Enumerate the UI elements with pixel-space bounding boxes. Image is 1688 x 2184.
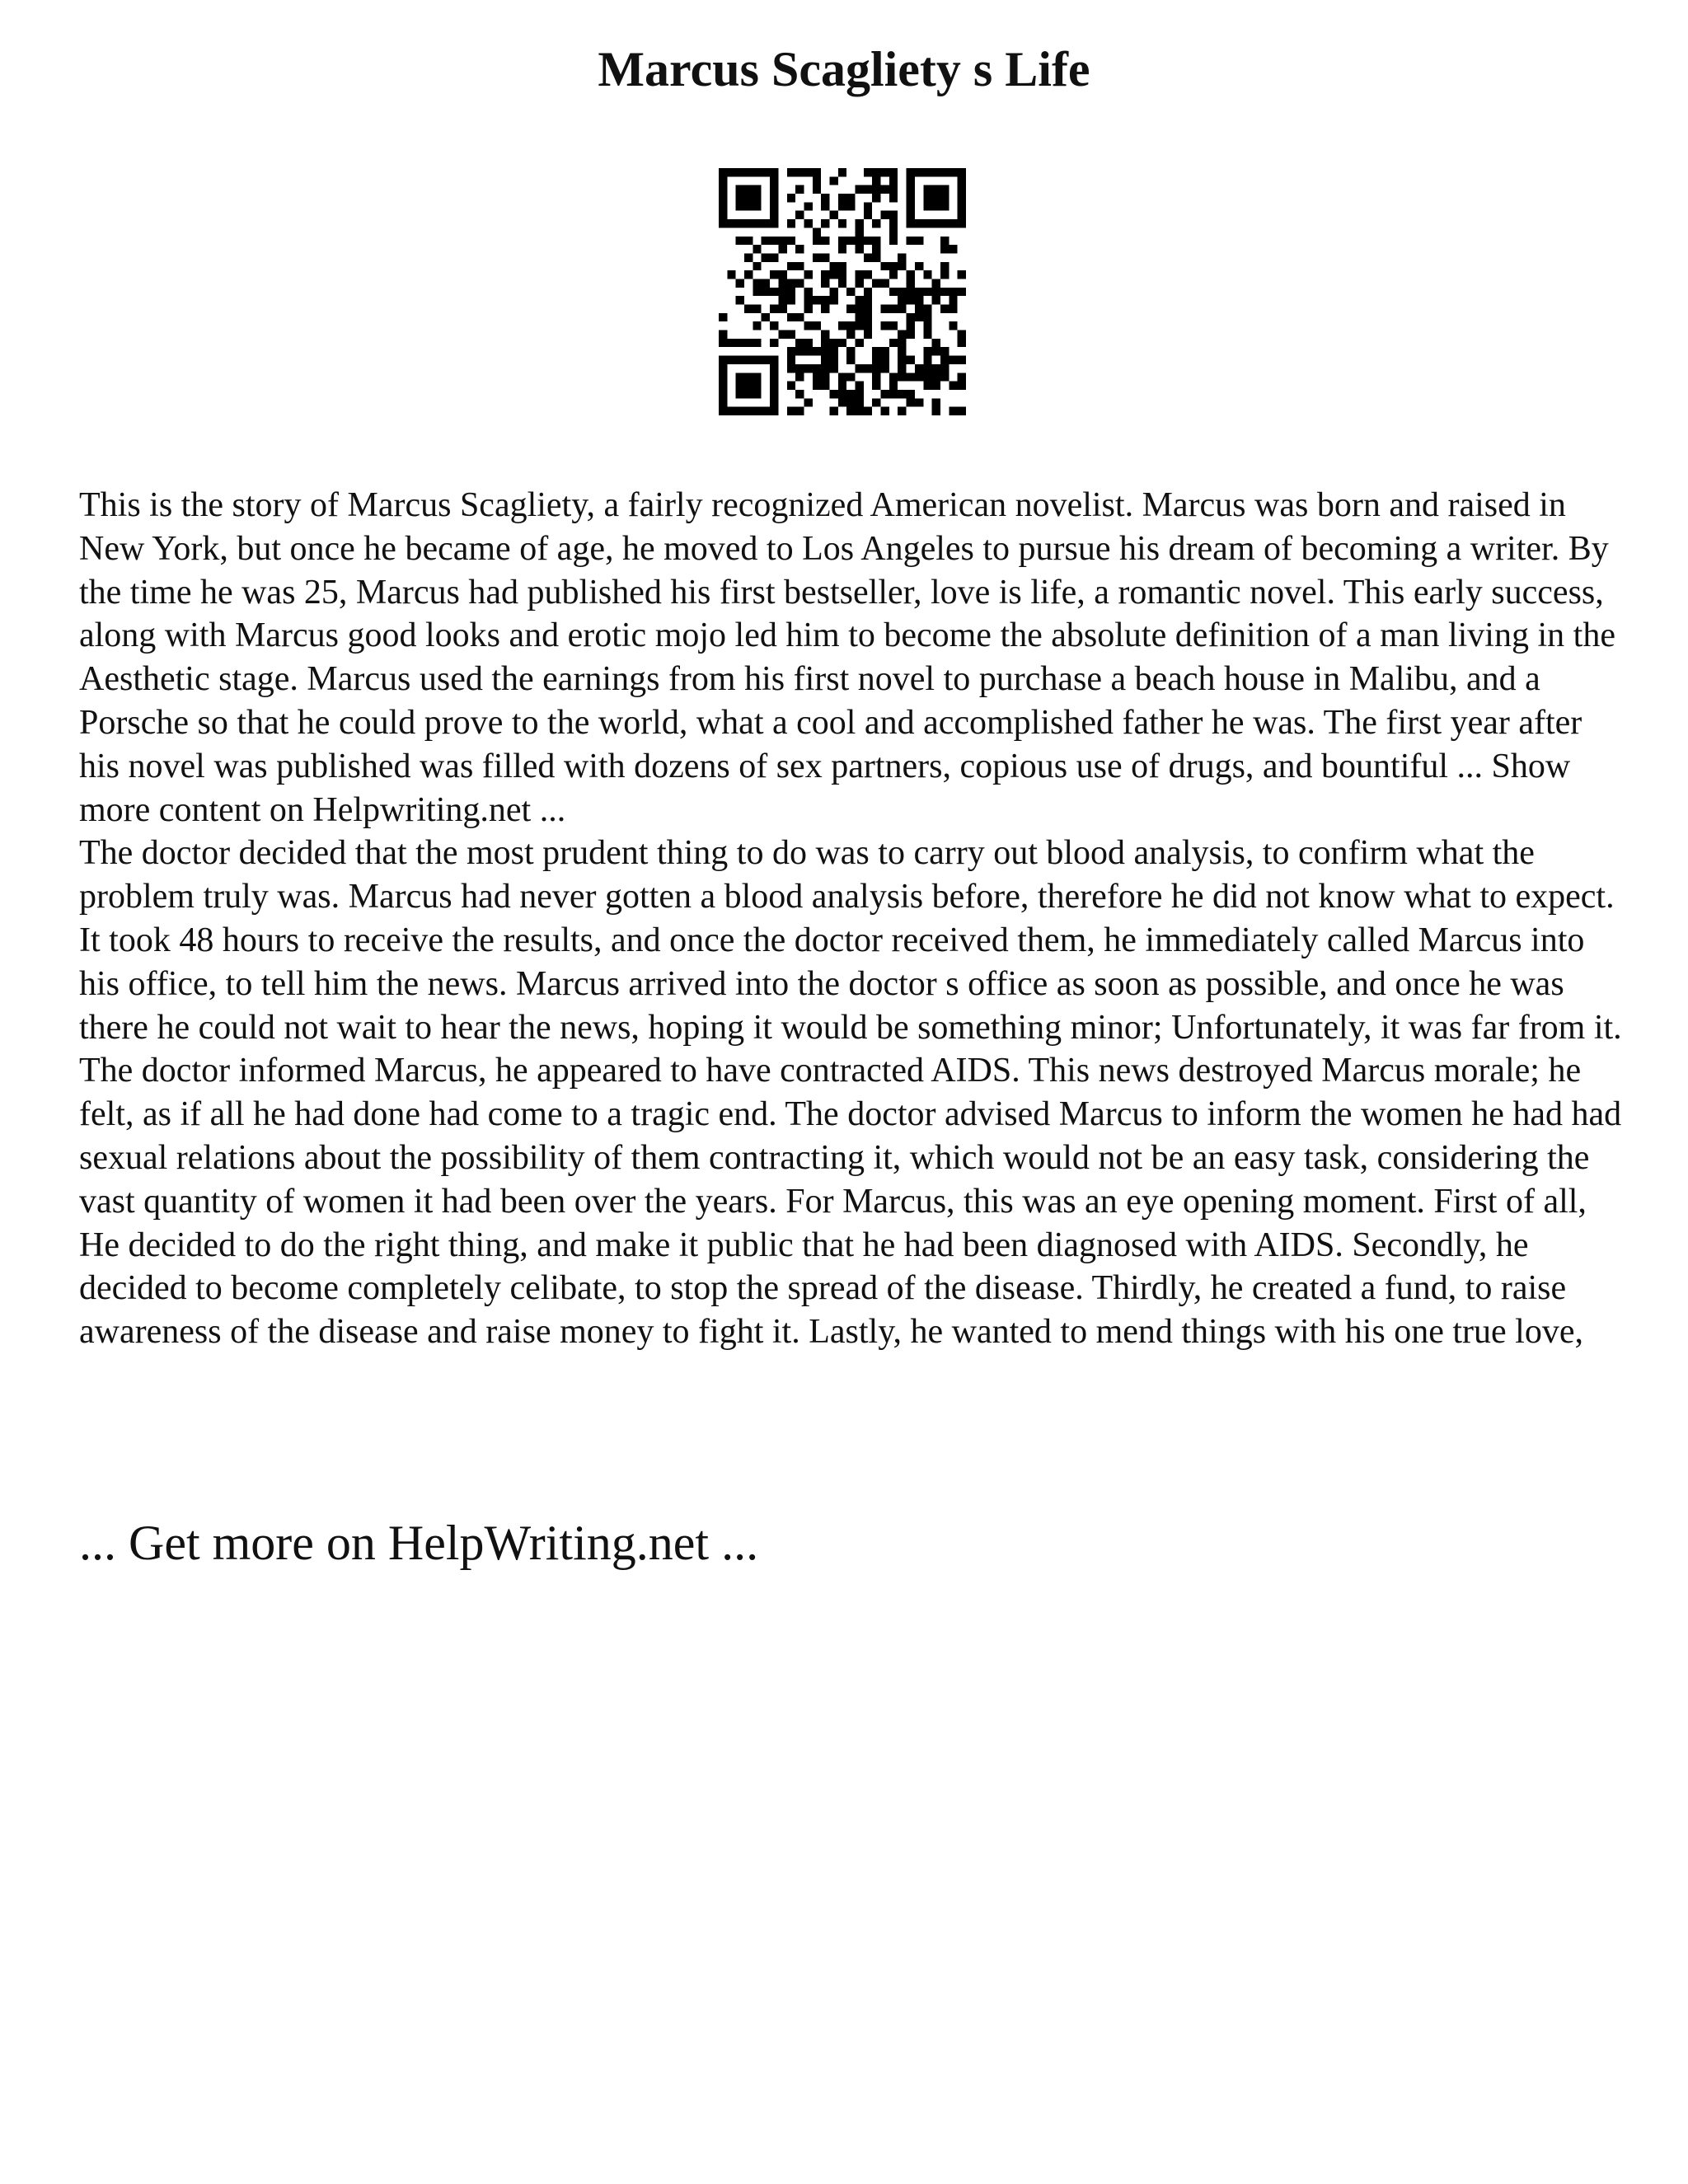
paragraph-1: This is the story of Marcus Scagliety, a fairly recognized American novelist. Marcus was born and raised in New York, but once he became of age, he moved to Los Angeles to pursue his dream of becoming a writer. By the time he was 25, Marcus had published his first bestseller, love is life, a romantic novel. This early success, along with Marcus good looks and erotic mojo led him to become the absolute definition of a man living in the Aesthetic stage. Marcus used the earnings from his first novel to purchase a beach house in Malibu, and a Porsche so that he could prove to the world, what a cool and accomplished father he was. The first year after his novel was published was filled with dozens of sex partners, copious use of drugs, and bountiful ... Show more content on Helpwriting.net ... [79, 486, 1615, 829]
page-title: Marcus Scagliety s Life [598, 42, 1090, 96]
paragraph-2: The doctor decided that the most prudent thing to do was to carry out blood analysis, to confirm what the problem truly was. Marcus had never gotten a blood analysis before, therefore he did not know what to expect. It took 48 hours to receive the results, and once the doctor received them, he immediately called Marcus into his office, to tell him the news. Marcus arrived into the doctor s office as soon as possible, and once he was there he could not wait to hear the news, hoping it would be something minor; Unfortunately, it was far from it. The doctor informed Marcus, he appeared to have contracted AIDS. This news destroyed Marcus morale; he felt, as if all he had done had come to a tragic end. The doctor advised Marcus to inform the women he had had sexual relations about the possibility of them contracting it, which would not be an easy task, considering the vast quantity of women it had been over the years. For Marcus, this was an eye opening moment. First of all, He decided to do the right thing, and make it public that he had been diagnosed with AIDS. Secondly, he decided to become completely celibate, to stop the spread of the disease. Thirdly, he created a fund, to raise awareness of the disease and raise money to fight it. Lastly, he wanted to mend things with his one true love, [79, 834, 1622, 1352]
qr-code-icon [719, 168, 966, 415]
get-more-link[interactable]: ... Get more on HelpWriting.net ... [79, 1516, 759, 1570]
article-body [79, 484, 1629, 1354]
